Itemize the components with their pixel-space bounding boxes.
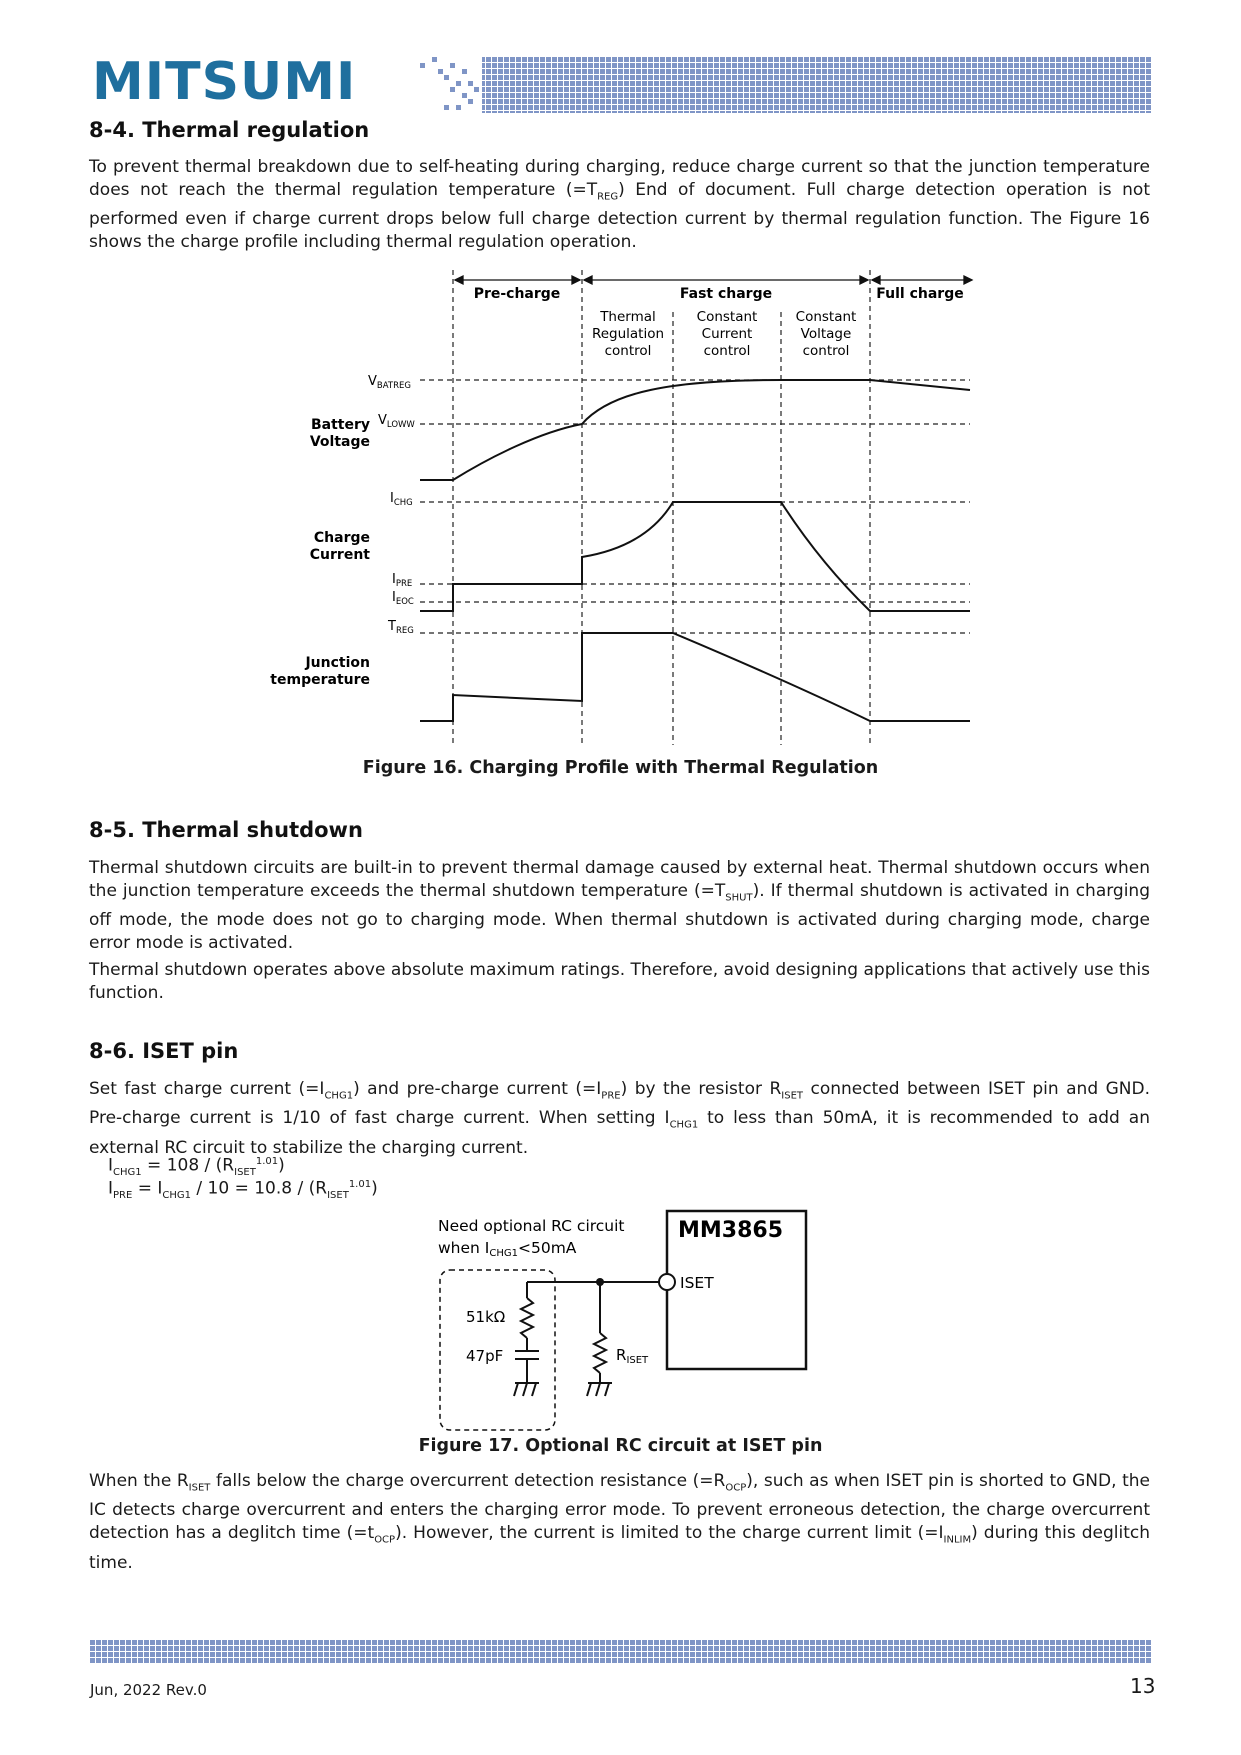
paragraph-iset-pin: Set fast charge current $(=I_{CHG1})$ and pre-charge current $(=I_{PRE})$ by the resistor $R_{ISET}$ connected between ISET pin and GND. Pre-charge current is 1/10 of fast charge current. When setting $I_{CHG1}$ to less than 50mA, it is recommended to add an external RC circuit to stabilize the charging current.: [89, 1079, 1150, 1158]
sub-thermal-1: Thermal: [600, 309, 656, 325]
row-battery-1: Battery: [310, 417, 370, 433]
riset-label: $R_{ISET}$: [616, 1346, 649, 1366]
page-number: 13: [1130, 1674, 1156, 1698]
phase-precharge-label: Pre-charge: [473, 286, 561, 302]
sub-cv-3: control: [802, 343, 850, 359]
sub-thermal-2: Regulation: [591, 326, 665, 342]
row-current-1: Charge: [313, 530, 370, 546]
sub-cc-3: control: [703, 343, 751, 359]
mitsumi-logo: MITSUMI: [92, 52, 357, 112]
sub-cc-1: Constant: [696, 309, 758, 325]
sub-thermal-3: control: [604, 343, 652, 359]
capacitor-value-label: 47pF: [466, 1347, 504, 1365]
paragraph-overcurrent: When the $R_{ISET}$ falls below the charge overcurrent detection resistance $(=R_{OCP})$, such as when ISET pin is shorted to GND, the IC detects charge overcurrent and enters the charging error mode. To prevent erroneous detection, the charge overcurrent detection has a deglitch time $(=t_{OCP})$. However, the current is limited to the charge current limit $(=I_{INLIM})$ during this deglitch time.: [89, 1471, 1150, 1573]
rc-note-line1: Need optional RC circuit: [438, 1217, 625, 1235]
label-ieoc: $I_{EOC}$: [392, 590, 414, 607]
formula-ipre: $I_{PRE} = I_{CHG1} / 10 = 10.8 / (R_{ISET}^{1.01})$: [108, 1178, 378, 1202]
figure-16-caption: Figure 16. Charging Profile with Thermal Regulation: [362, 758, 879, 778]
label-ipre: $I_{PRE}$: [392, 572, 413, 589]
label-ichg: $I_{CHG}$: [390, 491, 413, 508]
label-vloww: $V_{LOWW}$: [378, 413, 415, 430]
paragraph-thermal-regulation: To prevent thermal breakdown due to self-heating during charging, reduce charge current so that the junction temperature does not reach the thermal regulation temperature $(=T_{REG})$ End of document. Full charge detection operation is not performed even if charge current drops below full charge detection current by thermal regulation function. The Figure 16 shows the charge profile including thermal regulation operation.: [89, 157, 1150, 253]
ic-name-label: MM3865: [678, 1218, 784, 1243]
formula-ichg1: $I_{CHG1} = 108 / (R_{ISET}^{1.01})$: [108, 1155, 285, 1179]
footer-pattern: [90, 1640, 1152, 1666]
label-vbatreg: $V_{BATREG}$: [368, 374, 411, 391]
figure-17-caption: Figure 17. Optional RC circuit at ISET pin: [418, 1436, 823, 1456]
resistor-value-label: 51kΩ: [466, 1308, 506, 1326]
paragraph-thermal-shutdown-1: Thermal shutdown circuits are built-in to prevent thermal damage caused by external heat. Thermal shutdown occurs when the junction temperature exceeds the thermal shutdown temperature $(=T_{SHUT})$. If thermal shutdown is activated in charging off mode, the mode does not go to charging mode. When thermal shutdown is activated during charging mode, charge error mode is activated.: [89, 858, 1151, 954]
iset-rc-circuit-diagram: [430, 1208, 830, 1440]
phase-fast-label: Fast charge: [679, 286, 773, 302]
footer-date: Jun, 2022 Rev.0: [90, 1681, 207, 1699]
section-title-8-4: 8-4. Thermal regulation: [89, 118, 370, 142]
sub-cv-1: Constant: [795, 309, 857, 325]
section-title-8-6: 8-6. ISET pin: [89, 1039, 239, 1063]
header-pattern: [420, 57, 1152, 115]
row-junction-2: temperature: [270, 672, 370, 688]
charging-profile-diagram: [250, 262, 990, 752]
iset-pin-label: ISET: [680, 1274, 714, 1292]
sub-cc-2: Current: [701, 326, 753, 342]
row-junction-1: Junction: [305, 655, 370, 671]
label-treg: $T_{REG}$: [388, 619, 414, 636]
row-battery-2: Voltage: [309, 434, 370, 450]
rc-note-line2: when ICHG1<50mA: [438, 1239, 577, 1259]
phase-full-label: Full charge: [876, 286, 964, 302]
row-current-2: Current: [309, 547, 370, 563]
section-title-8-5: 8-5. Thermal shutdown: [89, 818, 363, 842]
paragraph-thermal-shutdown-2: Thermal shutdown operates above absolute maximum ratings. Therefore, avoid designing applications that actively use this function.: [89, 960, 1150, 1003]
sub-cv-2: Voltage: [800, 326, 852, 342]
